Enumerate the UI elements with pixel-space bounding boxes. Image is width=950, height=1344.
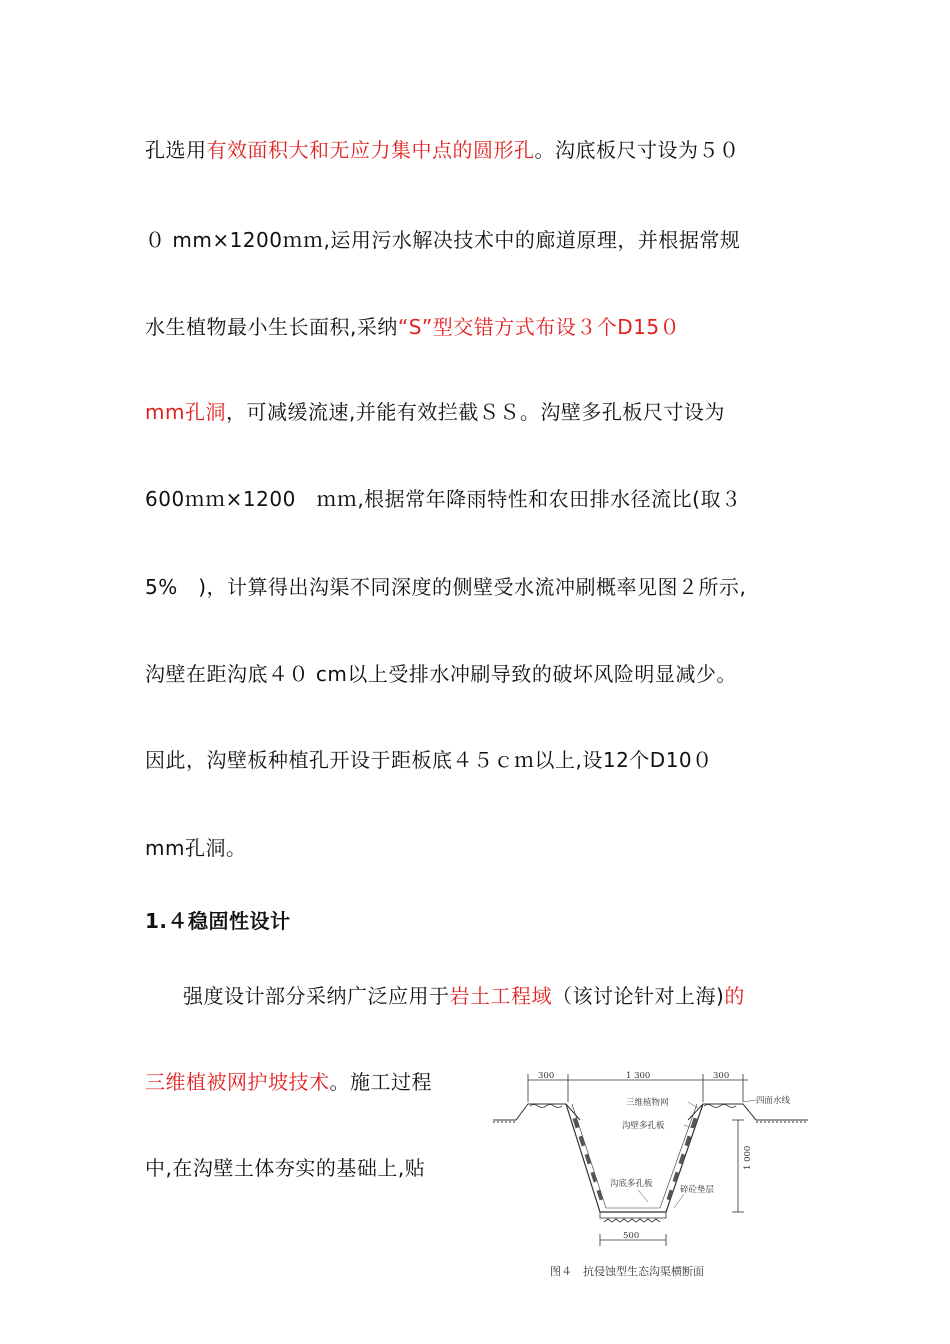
channel-cross-section-figure (488, 1062, 820, 1284)
dim-middle-top: 1 300 (626, 1071, 651, 1081)
paragraph-line: 沟壁在距沟底４０ cm以上受排水冲刷导致的破坏风险明显减少。 (145, 662, 737, 686)
highlighted-text: mm孔洞 (145, 400, 226, 424)
paragraph-line: 强度设计部分采纳广泛应用于岩土工程域（该讨论针对上海)的 (183, 984, 745, 1008)
dim-right-top: 300 (713, 1071, 730, 1081)
label-gravel: 碎砼垫层 (680, 1185, 715, 1195)
figure-caption: 图４ 抗侵蚀型生态沟渠横断面 (550, 1265, 704, 1278)
paragraph-line: 5% )，计算得出沟渠不同深度的侧壁受水流冲刷概率见图２所示, (145, 575, 747, 599)
dim-height: 1 000 (743, 1145, 753, 1170)
paragraph-line: mm孔洞。 (145, 836, 247, 860)
paragraph-line: 600ｍｍ×1200 ｍｍ,根据常年降雨特性和农田排水径流比(取３ (145, 487, 742, 511)
section-heading: 1.４稳固性设计 (145, 909, 291, 933)
dim-left-top: 300 (538, 1071, 555, 1081)
paragraph-line: 因此，沟壁板种植孔开设于距板底４５ｃｍ以上,设12个D10０ (145, 748, 713, 772)
label-wall-plate: 沟壁多孔板 (622, 1121, 665, 1131)
label-bottom-plate: 沟底多孔板 (610, 1179, 653, 1189)
paragraph-line: 水生植物最小生长面积,采纳“S”型交错方式布设３个D15０ (145, 315, 681, 339)
paragraph-line: 中,在沟壁土体夯实的基础上,贴 (145, 1156, 426, 1180)
paragraph-line: ０ mm×1200ｍｍ,运用污水解决技术中的廊道原理，并根据常规 (145, 228, 741, 252)
highlighted-text: 的 (724, 984, 745, 1008)
highlighted-text: 三维植被网护坡技术 (145, 1070, 330, 1094)
paragraph-line: 孔选用有效面积大和无应力集中点的圆形孔。沟底板尺寸设为５０ (145, 138, 740, 162)
highlighted-text: 有效面积大和无应力集中点的圆形孔 (206, 138, 535, 162)
label-veg-net: 三维植物网 (626, 1098, 669, 1108)
dim-bottom: 500 (623, 1231, 640, 1241)
label-water-line: 四面水线 (756, 1096, 791, 1106)
bottom-plate (600, 1212, 666, 1222)
cross-section-diagram (488, 1062, 820, 1284)
paragraph-line: 三维植被网护坡技术。施工过程 (145, 1070, 432, 1094)
left-wall-plates (573, 1118, 604, 1201)
paragraph-line: mm孔洞，可减缓流速,并能有效拦截ＳＳ。沟壁多孔板尺寸设为 (145, 400, 725, 424)
highlighted-text: “S”型交错方式布设３个D15０ (397, 315, 681, 339)
highlighted-text: 岩土工程域 (449, 984, 552, 1008)
